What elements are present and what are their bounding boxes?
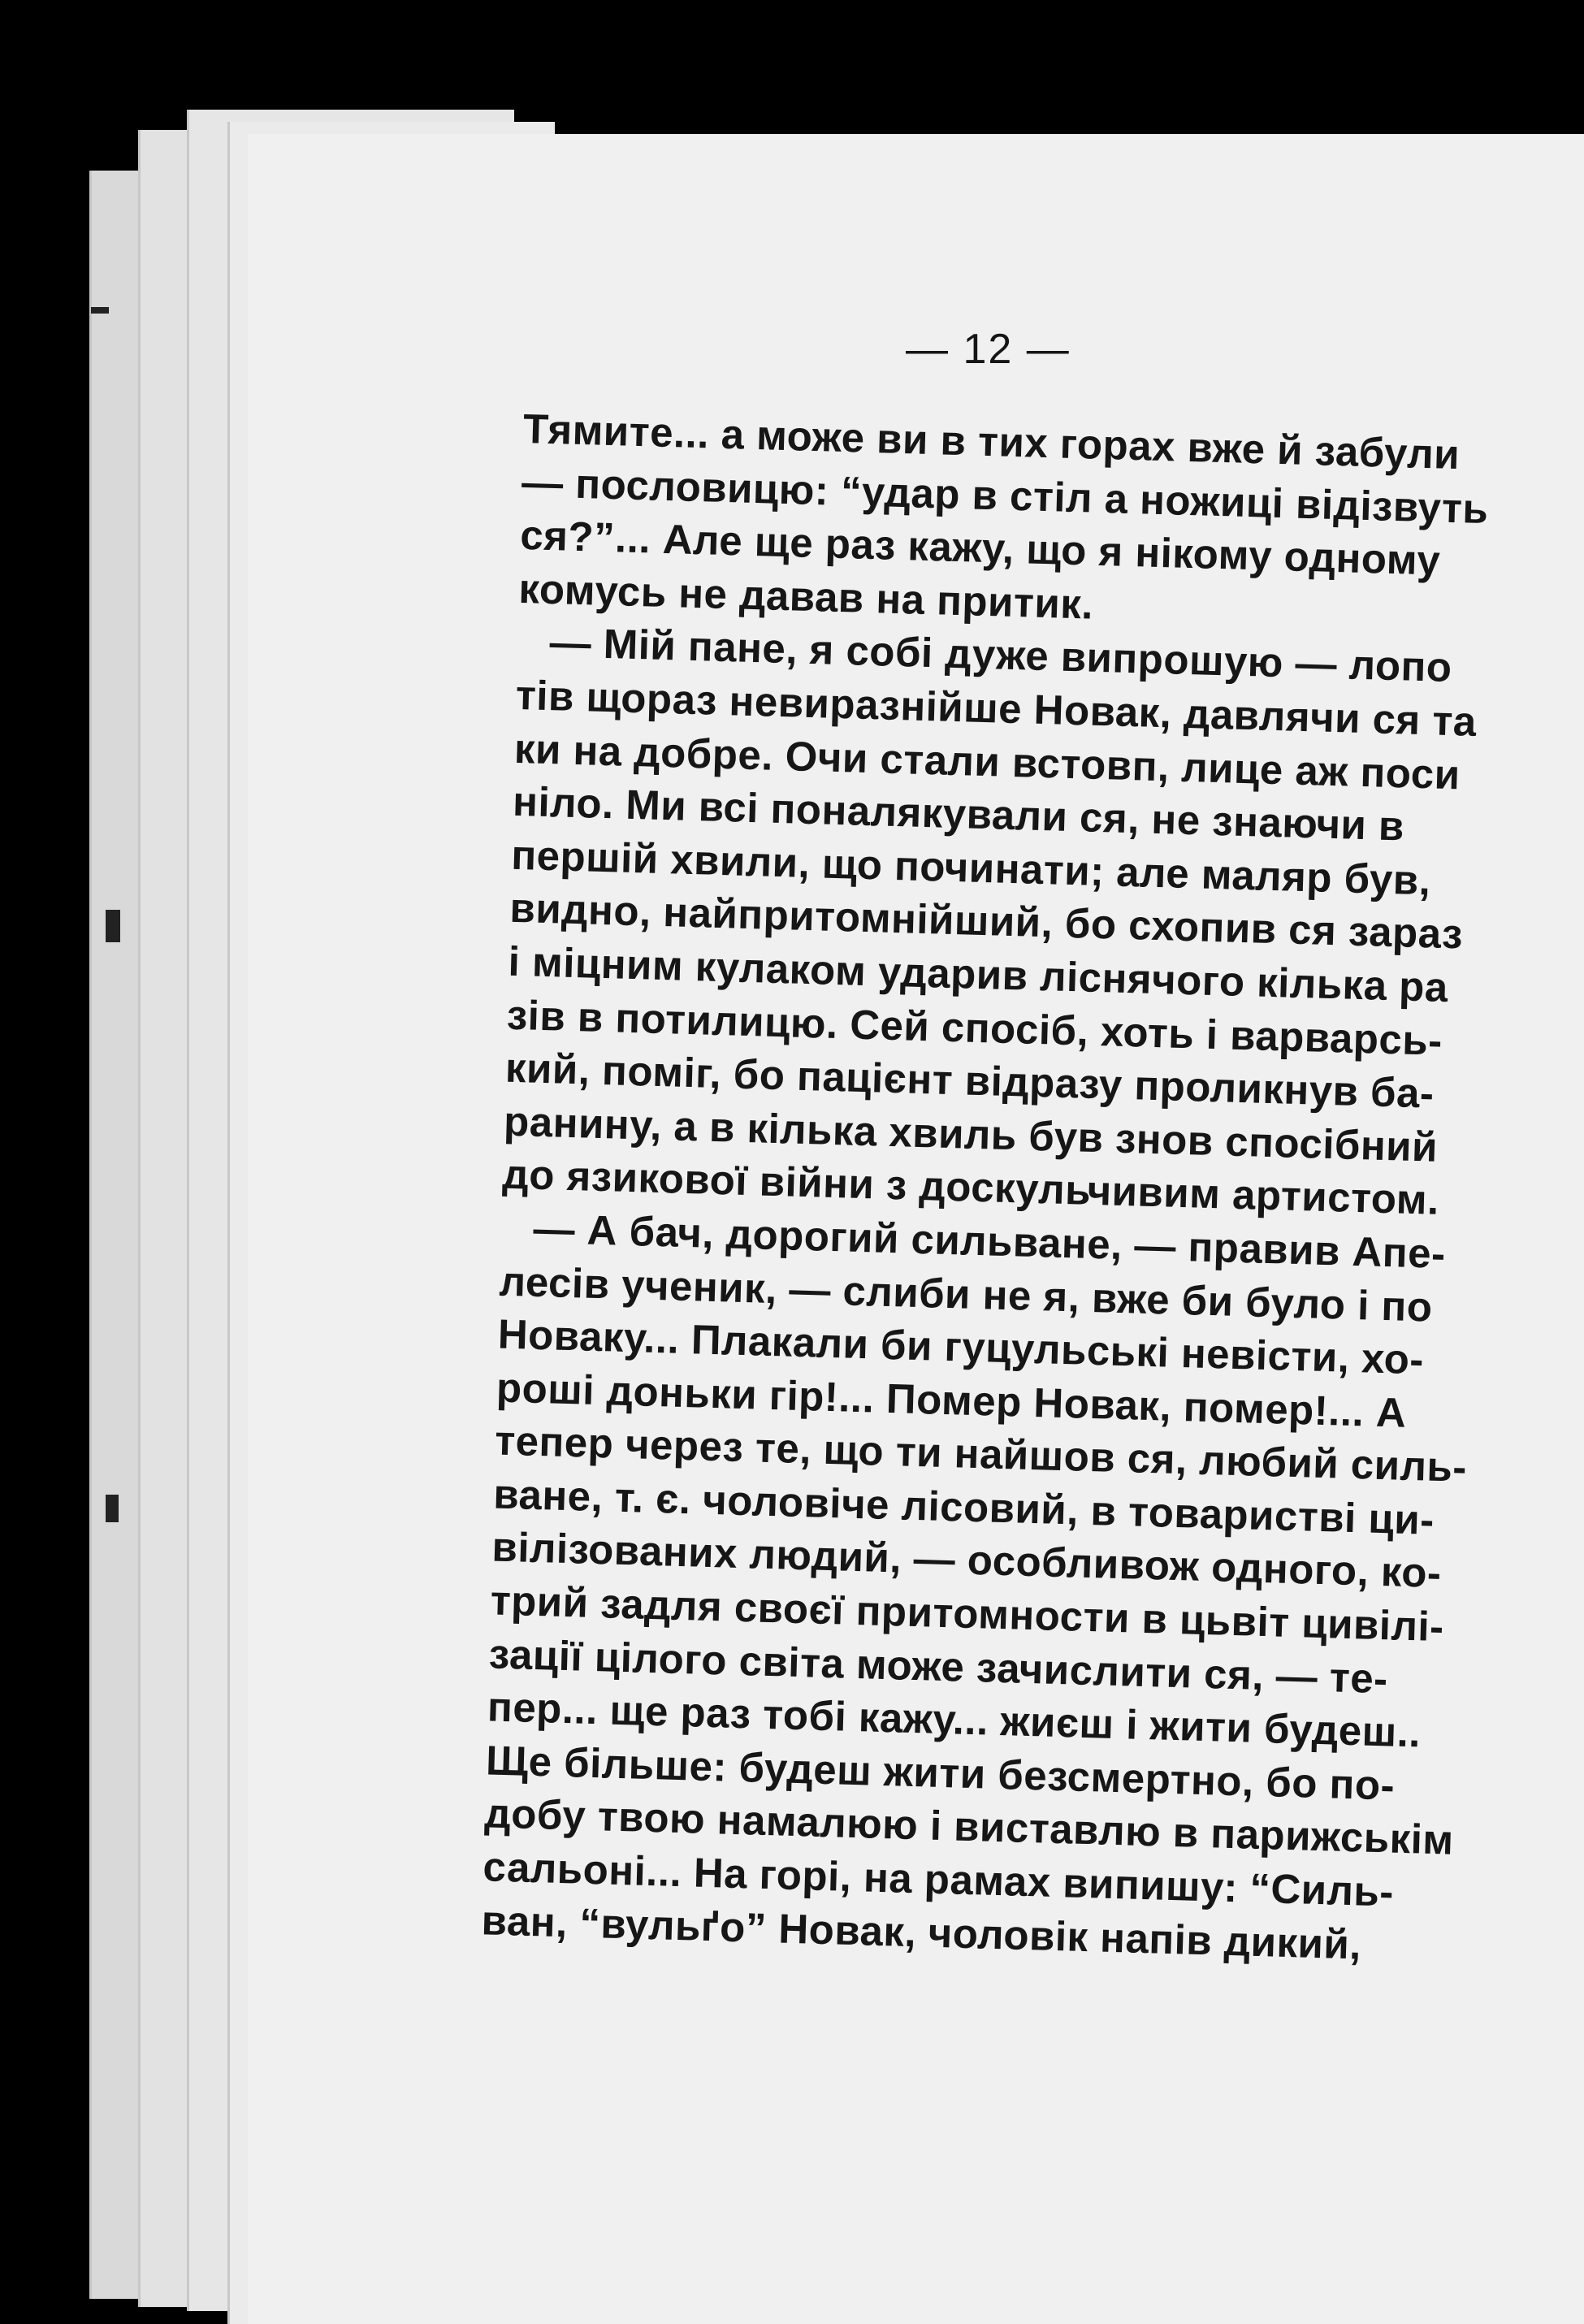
text-line: Тямите... а може ви в тих горах вже й забули — [522, 405, 1461, 478]
text-line: кий, поміг, бо пацієнт відразу проликнув ба- — [504, 1044, 1435, 1117]
text-line: роші доньки гір!... Помер Новак, помер!... А — [496, 1364, 1408, 1436]
text-line: сальоні... На горі, на рамах випишу: “Силь- — [482, 1843, 1395, 1915]
scan-mark — [106, 1495, 119, 1522]
text-line: до язикової війни з доскульчивим артистом. — [501, 1150, 1440, 1224]
text-line: трий задля своєї притомности в цьвіт цивілі- — [490, 1577, 1445, 1651]
text-line: зації цілого світа може зачислити ся, — те- — [488, 1630, 1389, 1702]
text-line: — пословицю: “удар в стіл а ножиці відізвуть — [521, 458, 1490, 532]
text-line: Новаку... Плакали би гуцульські невісти, хо- — [497, 1310, 1425, 1383]
text-line: зів в потилицю. Сей спосіб, хоть і варварсь- — [506, 991, 1443, 1064]
text-line: ся?”... Але ще раз кажу, що я нікому одному — [519, 512, 1442, 584]
text-line: першій хвили, що починати; але маляр був, — [510, 831, 1432, 904]
text-line: лесів ученик, — слиби не я, вже би було і по — [498, 1257, 1434, 1331]
text-line: ван, “вульґо” Новак, чоловік напів дикий, — [481, 1896, 1362, 1968]
text-line: ване, т. є. чоловіче лісовий, в товаристві ци- — [492, 1470, 1435, 1543]
text-line: Ще більше: будеш жити безсмертно, бо по- — [485, 1737, 1396, 1809]
text-line: ніло. Ми всі поналякували ся, не знаючи в — [512, 777, 1405, 850]
text-line: видно, найпритомнійший, бо схопив ся зараз — [509, 885, 1464, 958]
text-line: і міцним кулаком ударив ліснячого кілька ра — [507, 937, 1449, 1011]
page-text — [481, 402, 1490, 1973]
text-line: тів щораз невиразнійше Новак, давлячи ся та — [515, 671, 1478, 745]
book-page — [248, 134, 1584, 2324]
page-number: — 12 — — [906, 326, 1071, 373]
scan-mark — [91, 307, 109, 314]
text-line: — Мій пане, я собі дуже випрошую — лопо — [548, 619, 1453, 691]
text-line: ранину, а в кілька хвиль був знов спосібний — [503, 1097, 1439, 1171]
scan-mark — [106, 910, 120, 942]
text-line: вілізованих людий, — особливож одного, ко- — [491, 1523, 1443, 1597]
text-line: пер... ще раз тобі кажу... жиєш і жити будеш.. — [487, 1683, 1422, 1756]
text-line: ки на добре. Очи стали встовп, лице аж поси — [513, 725, 1461, 798]
text-line: тепер через те, що ти найшов ся, любий силь- — [494, 1417, 1468, 1491]
text-line: — А бач, дорогий сильване, — правив Апе- — [532, 1205, 1447, 1277]
text-line: добу твою намалюю і виставлю в парижськім — [483, 1790, 1455, 1864]
text-line: комусь не давав на притик. — [517, 565, 1094, 628]
